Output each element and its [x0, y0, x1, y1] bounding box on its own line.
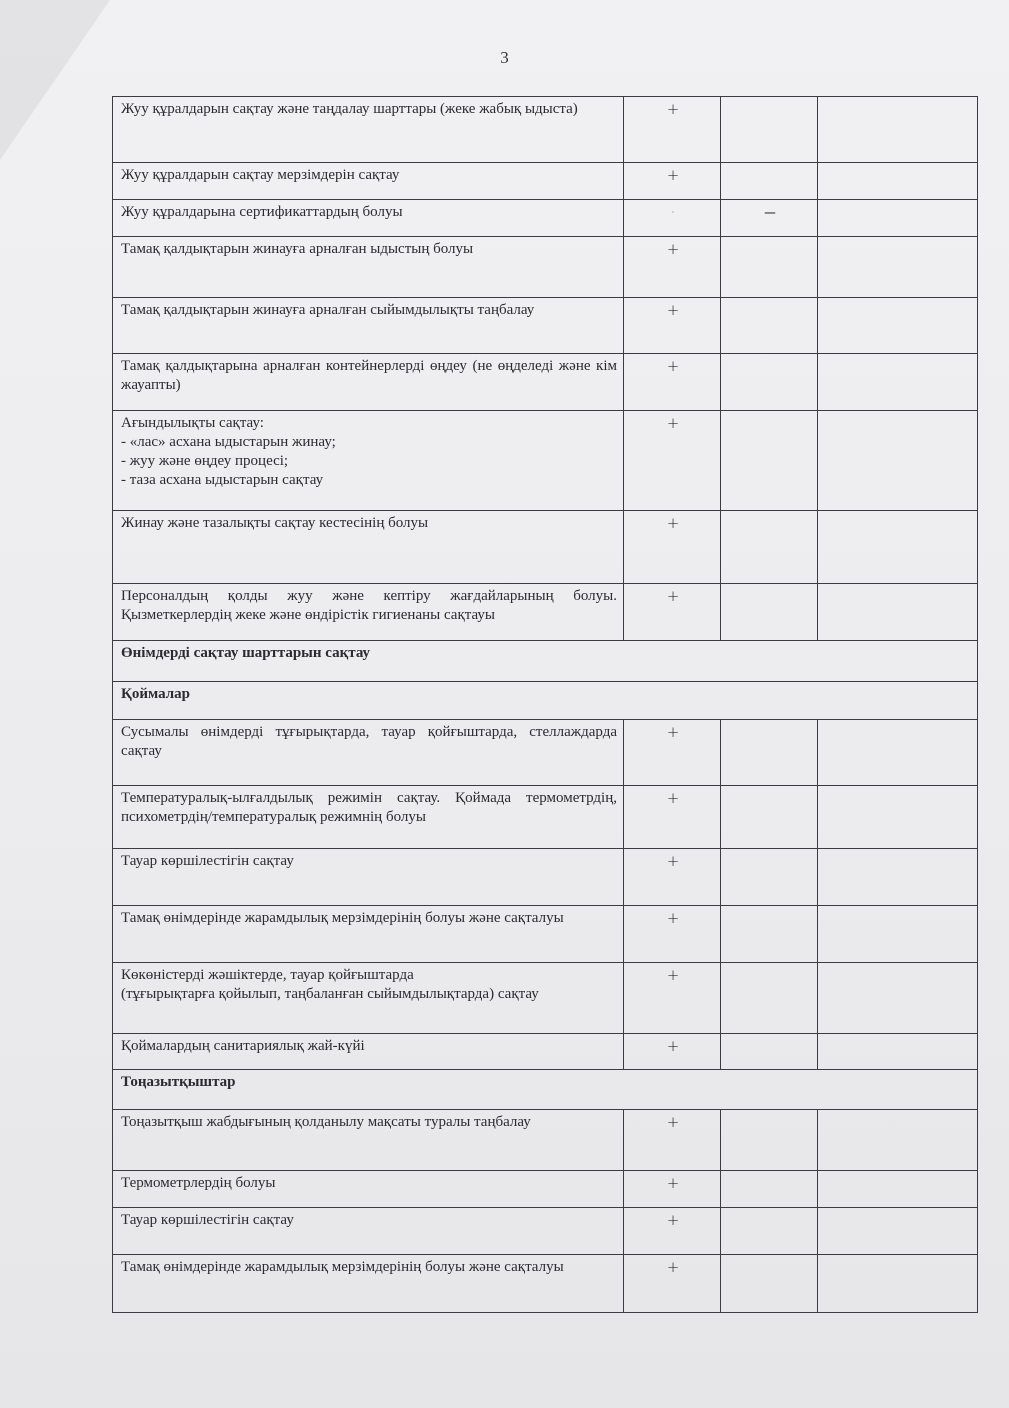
criterion-text: Тамақ қалдықтарына арналған контейнерлерді өңдеу (не өңделеді және кім жауапты)	[113, 354, 624, 411]
notes-cell	[818, 1255, 978, 1313]
mark-no-cell	[721, 1110, 818, 1171]
criterion-line: (тұғырықтарға қойылып, таңбаланған сыйымдылықтарда) сақтау	[121, 986, 539, 1002]
mark-yes-cell: +	[624, 511, 721, 584]
criterion-text: Жуу құралдарын сақтау және таңдалау шарттары (жеке жабық ыдыста)	[113, 97, 624, 163]
criterion-text	[113, 411, 624, 511]
notes-cell	[818, 237, 978, 298]
section-heading: Өнімдерді сақтау шарттарын сақтау	[113, 641, 978, 682]
mark-no-cell	[721, 720, 818, 786]
section-row	[113, 641, 978, 682]
page-number: 3	[500, 48, 509, 67]
notes-cell	[818, 1034, 978, 1070]
mark-yes-cell: +	[624, 411, 721, 511]
mark-yes-cell: +	[624, 237, 721, 298]
notes-cell	[818, 511, 978, 584]
table-row	[113, 786, 978, 849]
mark-no-cell	[721, 1171, 818, 1208]
section-row	[113, 682, 978, 720]
mark-no-cell	[721, 411, 818, 511]
table-row	[113, 411, 978, 511]
notes-cell	[818, 963, 978, 1034]
notes-cell	[818, 786, 978, 849]
criterion-text: Тамақ өнімдерінде жарамдылық мерзімдерінің болуы және сақталуы	[113, 906, 624, 963]
mark-yes-cell: +	[624, 720, 721, 786]
mark-yes-cell: +	[624, 786, 721, 849]
mark-yes-cell: +	[624, 1110, 721, 1171]
criterion-text: Тамақ қалдықтарын жинауға арналған ыдыстың болуы	[113, 237, 624, 298]
mark-no-cell	[721, 97, 818, 163]
notes-cell	[818, 411, 978, 511]
mark-no-cell: –	[721, 200, 818, 237]
mark-yes-cell: +	[624, 298, 721, 354]
mark-yes-cell: ·	[624, 200, 721, 237]
table-row	[113, 906, 978, 963]
criterion-line: - жуу және өңдеу процесі;	[121, 453, 289, 469]
mark-yes-cell: +	[624, 963, 721, 1034]
notes-cell	[818, 163, 978, 200]
mark-yes-cell: +	[624, 163, 721, 200]
notes-cell	[818, 97, 978, 163]
mark-yes-cell: +	[624, 1171, 721, 1208]
notes-cell	[818, 1171, 978, 1208]
mark-no-cell	[721, 584, 818, 641]
criterion-text: Тамақ өнімдерінде жарамдылық мерзімдерінің болуы және сақталуы	[113, 1255, 624, 1313]
table-row	[113, 720, 978, 786]
mark-yes-cell: +	[624, 849, 721, 906]
section-heading: Қоймалар	[113, 682, 978, 720]
table-row	[113, 963, 978, 1034]
criterion-text: Температуралық-ылғалдылық режимін сақтау. Қоймада термометрдің, психометрдің/температуралық режимнің болуы	[113, 786, 624, 849]
table-row	[113, 1171, 978, 1208]
mark-no-cell	[721, 511, 818, 584]
mark-no-cell	[721, 237, 818, 298]
criterion-text: Сусымалы өнімдерді тұғырықтарда, тауар қойғыштарда, стеллаждарда сақтау	[113, 720, 624, 786]
notes-cell	[818, 906, 978, 963]
table-row	[113, 1255, 978, 1313]
mark-no-cell	[721, 163, 818, 200]
section-heading: Тоңазытқыштар	[113, 1070, 978, 1110]
mark-no-cell	[721, 849, 818, 906]
mark-no-cell	[721, 1255, 818, 1313]
criterion-text: Персоналдың қолды жуу және кептіру жағдайларының болуы. Қызметкерлердің жеке және өндірістік гигиенаны сақтауы	[113, 584, 624, 641]
criterion-text	[113, 963, 624, 1034]
mark-no-cell	[721, 354, 818, 411]
table-row	[113, 849, 978, 906]
table-row	[113, 1208, 978, 1255]
checklist-table	[112, 96, 978, 1313]
criterion-line: Ағындылықты сақтау:	[121, 415, 264, 431]
criterion-text: Жинау және тазалықты сақтау кестесінің болуы	[113, 511, 624, 584]
table-row	[113, 97, 978, 163]
criterion-text: Жуу құралдарына сертификаттардың болуы	[113, 200, 624, 237]
table-row	[113, 1110, 978, 1171]
criterion-text: Жуу құралдарын сақтау мерзімдерін сақтау	[113, 163, 624, 200]
mark-no-cell	[721, 1208, 818, 1255]
notes-cell	[818, 1208, 978, 1255]
criterion-text: Тамақ қалдықтарын жинауға арналған сыйымдылықты таңбалау	[113, 298, 624, 354]
mark-yes-cell: +	[624, 1255, 721, 1313]
table-row	[113, 163, 978, 200]
notes-cell	[818, 849, 978, 906]
criterion-text: Тоңазытқыш жабдығының қолданылу мақсаты туралы таңбалау	[113, 1110, 624, 1171]
mark-no-cell	[721, 906, 818, 963]
notes-cell	[818, 1110, 978, 1171]
criterion-line: Көкөністерді жәшіктерде, тауар қойғыштарда	[121, 967, 414, 983]
table-row	[113, 298, 978, 354]
table-row	[113, 1034, 978, 1070]
page-fold-shadow	[0, 0, 110, 160]
criterion-text: Тауар көршілестігін сақтау	[113, 1208, 624, 1255]
table-row	[113, 200, 978, 237]
table-row	[113, 354, 978, 411]
notes-cell	[818, 200, 978, 237]
section-row	[113, 1070, 978, 1110]
criterion-line: - таза асхана ыдыстарын сақтау	[121, 472, 324, 488]
notes-cell	[818, 720, 978, 786]
mark-yes-cell: +	[624, 906, 721, 963]
table-row	[113, 511, 978, 584]
mark-no-cell	[721, 1034, 818, 1070]
table-row	[113, 237, 978, 298]
mark-yes-cell: +	[624, 1034, 721, 1070]
notes-cell	[818, 354, 978, 411]
mark-yes-cell: +	[624, 1208, 721, 1255]
notes-cell	[818, 584, 978, 641]
mark-yes-cell: +	[624, 354, 721, 411]
mark-yes-cell: +	[624, 584, 721, 641]
criterion-line: - «лас» асхана ыдыстарын жинау;	[121, 434, 336, 450]
mark-no-cell	[721, 786, 818, 849]
criterion-text: Тауар көршілестігін сақтау	[113, 849, 624, 906]
criterion-text: Қоймалардың санитариялық жай-күйі	[113, 1034, 624, 1070]
table-row	[113, 584, 978, 641]
mark-no-cell	[721, 298, 818, 354]
notes-cell	[818, 298, 978, 354]
mark-yes-cell: +	[624, 97, 721, 163]
mark-no-cell	[721, 963, 818, 1034]
criterion-text: Термометрлердің болуы	[113, 1171, 624, 1208]
